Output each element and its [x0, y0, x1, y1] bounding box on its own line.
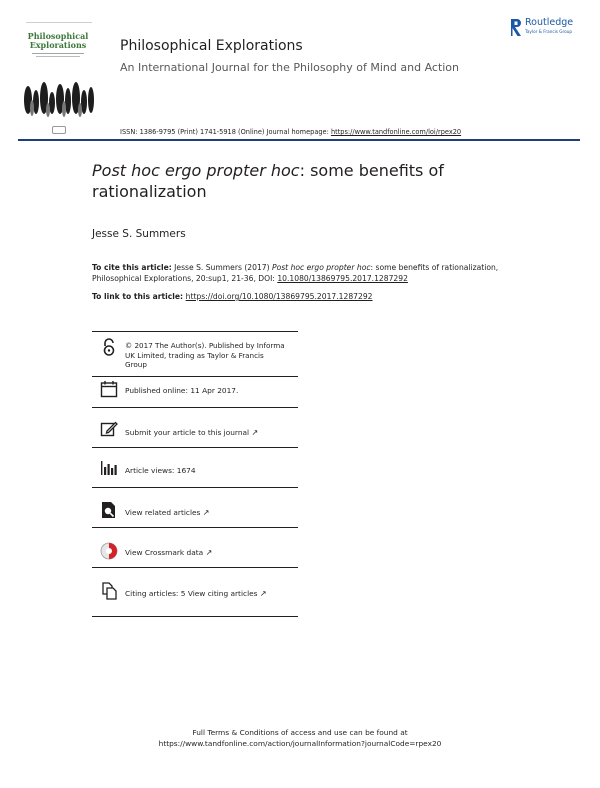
journal-cover-image: [18, 20, 98, 136]
citing-articles-label: Citing articles: 5 View citing articles: [125, 589, 258, 598]
external-link-icon: ↗: [251, 428, 259, 437]
cover-title: [18, 32, 98, 50]
cover-title-line1: Philosophical: [27, 31, 89, 41]
related-articles-link[interactable]: [125, 508, 209, 517]
panel-rule: [92, 407, 298, 408]
panel-rule: [92, 447, 298, 448]
submit-article-link[interactable]: [125, 428, 258, 437]
external-link-icon: ↗: [259, 589, 267, 598]
article-title-rest: : some benefits of rationalization: [92, 161, 444, 201]
header-divider: [18, 139, 580, 141]
cite-title-italic: Post hoc ergo propter hoc: [272, 263, 371, 272]
related-articles-search-icon: [100, 501, 118, 519]
cite-text-before: Jesse S. Summers (2017): [171, 263, 272, 272]
article-doi-url[interactable]: https://doi.org/10.1080/13869795.2017.1287292: [185, 292, 373, 301]
panel-rule: [92, 527, 298, 528]
calendar-icon: [100, 380, 118, 398]
terms-footer: [0, 727, 600, 749]
citing-articles-icon: [100, 582, 118, 600]
footer-line-1: Full Terms & Conditions of access and use can be found at: [192, 728, 408, 737]
article-link-block: [92, 292, 372, 301]
issn-line: [120, 128, 461, 136]
license-line-3: Group: [125, 360, 147, 369]
external-link-icon: ↗: [205, 548, 213, 557]
submit-article-label: Submit your article to this journal: [125, 428, 250, 437]
journal-title: Philosophical Explorations: [120, 38, 303, 54]
publisher-tagline: Taylor & Francis Group: [525, 29, 573, 34]
open-access-lock-icon: [100, 338, 118, 356]
panel-rule: [92, 567, 298, 568]
routledge-logo: [511, 16, 587, 38]
publisher-name: Routledge: [525, 17, 574, 28]
crossmark-label: View Crossmark data: [125, 548, 204, 557]
panel-rule-top: [92, 331, 298, 332]
citing-articles-link[interactable]: [125, 589, 267, 598]
cite-doi-link[interactable]: 10.1080/13869795.2017.1287292: [277, 273, 408, 283]
panel-rule: [92, 376, 298, 377]
link-label: To link to this article:: [92, 292, 186, 301]
license-text: [125, 341, 285, 370]
journal-subtitle: An International Journal for the Philosophy of Mind and Action: [120, 61, 460, 74]
edit-pencil-icon: [100, 420, 118, 438]
journal-information-url[interactable]: https://www.tandfonline.com/action/journalInformation?journalCode=rpex20: [158, 739, 442, 748]
cover-subtitle-rule-2: [36, 56, 80, 57]
article-title: [92, 160, 492, 202]
license-line-2: UK Limited, trading as Taylor & Francis: [125, 350, 264, 360]
panel-rule: [92, 487, 298, 488]
citation-block: [92, 263, 502, 284]
article-title-italic: Post hoc ergo propter hoc: [92, 161, 300, 180]
cite-label: To cite this article:: [92, 263, 172, 272]
article-views: Article views: 1674: [125, 466, 196, 475]
issn-text: ISSN: 1386-9795 (Print) 1741-5918 (Online) Journal homepage:: [120, 128, 331, 136]
cover-publisher-logo: [52, 126, 66, 134]
bar-chart-icon: [100, 459, 118, 477]
external-link-icon: ↗: [202, 508, 210, 517]
cover-artwork: [20, 78, 96, 122]
cover-subtitle-rule: [32, 53, 84, 54]
cover-rule: [26, 22, 92, 23]
cite-text-after: : some benefits of rationalization, Philosophical Explorations, 20:sup1, 21-36, DOI:: [92, 263, 499, 283]
panel-rule-bottom: [92, 616, 298, 617]
crossmark-link[interactable]: [125, 548, 212, 557]
crossmark-icon: [100, 542, 118, 560]
related-articles-label: View related articles: [125, 508, 201, 517]
routledge-r-icon: [511, 17, 523, 37]
journal-homepage-link[interactable]: https://www.tandfonline.com/loi/rpex20: [330, 128, 462, 136]
license-line-1: © 2017 The Author(s). Published by Informa: [125, 341, 285, 350]
published-date: Published online: 11 Apr 2017.: [125, 386, 239, 395]
cover-title-line2: Explorations: [29, 40, 87, 50]
article-author: Jesse S. Summers: [92, 228, 186, 240]
